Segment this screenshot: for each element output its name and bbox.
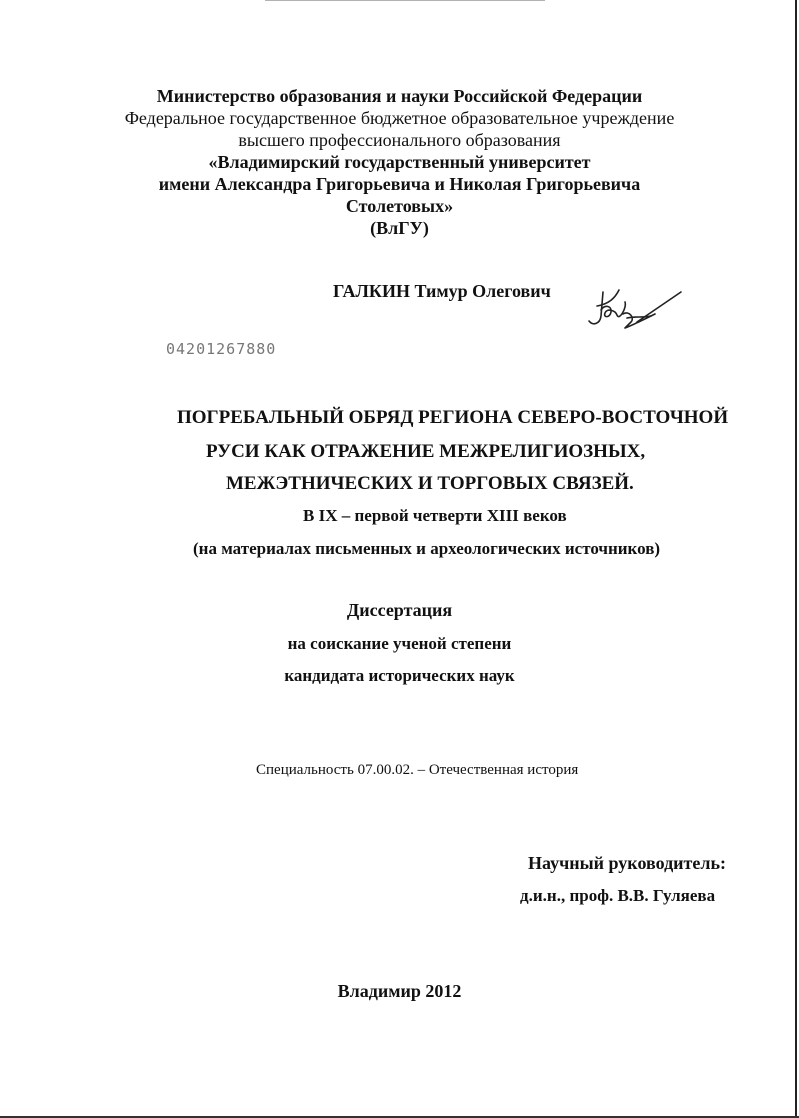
signature-icon — [585, 288, 685, 340]
supervisor-name: д.и.н., проф. В.В. Гуляева — [520, 886, 716, 905]
title-line-1: ПОГРЕБАЛЬНЫЙ ОБРЯД РЕГИОНА СЕВЕРО-ВОСТОЧНОЙ — [177, 407, 729, 428]
title-line-2: РУСИ КАК ОТРАЖЕНИЕ МЕЖРЕЛИГИОЗНЫХ, — [206, 441, 646, 462]
university-line-2: имени Александра Григорьевича и Николая Григорьевича — [158, 174, 641, 194]
scan-edge-top — [265, 0, 545, 1]
ministry-heading: Министерство образования и науки Российской Федерации — [156, 86, 643, 106]
institution-line-2: высшего профессионального образования — [238, 130, 561, 150]
title-period: В IX – первой четверти XIII веков — [303, 506, 567, 525]
university-abbreviation: (ВлГУ) — [370, 218, 429, 238]
author-name: ГАЛКИН Тимур Олегович — [333, 281, 551, 301]
dissertation-type: Диссертация — [346, 600, 453, 620]
institution-line-1: Федеральное государственное бюджетное образовательное учреждение — [124, 108, 675, 128]
title-line-3: МЕЖЭТНИЧЕСКИХ И ТОРГОВЫХ СВЯЗЕЙ. — [226, 473, 634, 494]
dissertation-purpose: на соискание ученой степени — [287, 634, 512, 653]
supervisor-label: Научный руководитель: — [528, 853, 726, 873]
dissertation-degree: кандидата исторических наук — [284, 666, 515, 685]
title-sources: (на материалах письменных и археологических источников) — [193, 539, 661, 558]
university-line-1: «Владимирский государственный университет — [208, 152, 591, 172]
specialty: Специальность 07.00.02. – Отечественная история — [256, 762, 579, 778]
university-line-3: Столетовых» — [345, 196, 454, 216]
city-year: Владимир 2012 — [337, 981, 462, 1001]
archive-number: 04201267880 — [166, 340, 277, 358]
